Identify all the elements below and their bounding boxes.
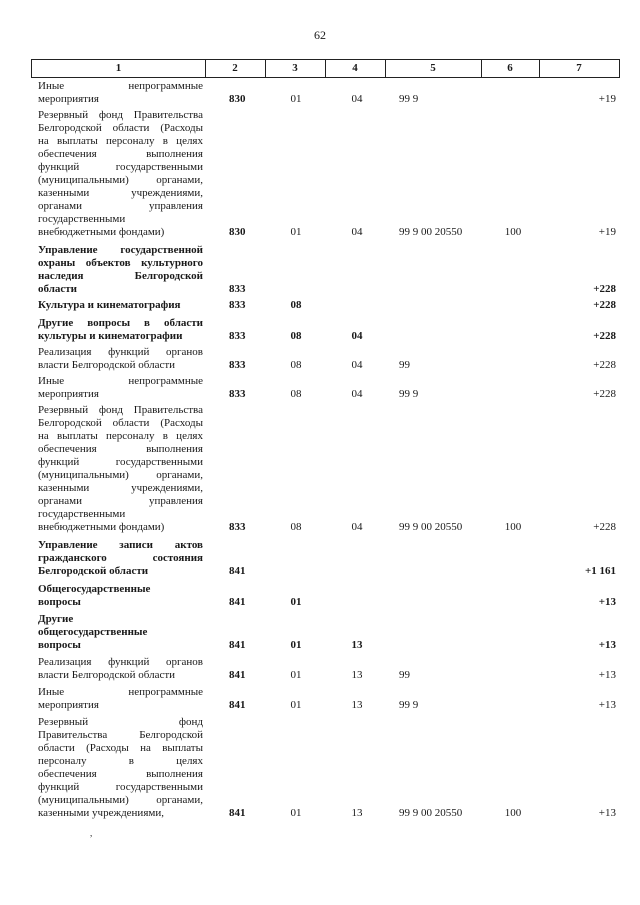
cell-col-2: 833 bbox=[229, 521, 246, 533]
description-line: Другие вопросы в области bbox=[38, 317, 203, 329]
cell-col-6: 100 bbox=[504, 807, 522, 819]
description-line: Реализация функций органов bbox=[38, 346, 203, 358]
cell-col-2: 841 bbox=[229, 807, 246, 819]
cell-col-7: +13 bbox=[598, 639, 616, 651]
description-line: вопросы bbox=[38, 596, 81, 608]
description-line: власти Белгородской области bbox=[38, 669, 176, 681]
cell-col-7: +19 bbox=[598, 93, 616, 105]
description-line: казенными учреждениями, bbox=[38, 807, 164, 819]
description-line: области bbox=[38, 283, 78, 295]
cell-col-3: 01 bbox=[290, 639, 302, 651]
cell-col-2: 841 bbox=[229, 596, 246, 608]
description-line: Резервный фонд bbox=[38, 716, 203, 728]
cell-col-2: 841 bbox=[229, 565, 246, 577]
description-line: органами управления bbox=[38, 495, 203, 507]
cell-col-2: 833 bbox=[229, 283, 246, 295]
row-description bbox=[38, 656, 203, 682]
cell-col-5: 99 bbox=[399, 669, 410, 681]
table-row bbox=[0, 613, 640, 652]
description-line: обеспечения выполнения bbox=[38, 768, 203, 780]
row-description bbox=[38, 583, 203, 609]
description-line: органами управления bbox=[38, 200, 203, 212]
table-row bbox=[0, 716, 640, 820]
header-cell: 1 bbox=[32, 60, 206, 77]
cell-col-5: 99 bbox=[399, 359, 410, 371]
table-row bbox=[0, 375, 640, 401]
cell-col-5: 99 9 00 20550 bbox=[399, 521, 463, 533]
cell-col-3: 01 bbox=[290, 93, 302, 105]
description-line: внебюджетными фондами) bbox=[38, 226, 165, 238]
cell-col-3: 08 bbox=[290, 521, 302, 533]
description-line: обеспечения выполнения bbox=[38, 443, 203, 455]
description-line: охраны объектов культурного bbox=[38, 257, 203, 269]
description-line: Резервный фонд Правительства bbox=[38, 109, 203, 121]
description-line: (муниципальными) органами, bbox=[38, 469, 203, 481]
header-cell: 7 bbox=[576, 62, 582, 74]
cell-col-3: 08 bbox=[290, 388, 302, 400]
cell-col-4: 13 bbox=[351, 639, 363, 651]
cell-col-3: 01 bbox=[290, 596, 302, 608]
description-line: внебюджетными фондами) bbox=[38, 521, 165, 533]
description-line: обеспечения выполнения bbox=[38, 148, 203, 160]
header-cell: 6 bbox=[481, 60, 540, 77]
description-line: персоналу в целях bbox=[38, 755, 203, 767]
cell-col-3: 01 bbox=[290, 226, 302, 238]
table-row bbox=[0, 244, 640, 296]
cell-col-7: +13 bbox=[598, 699, 616, 711]
description-line: Иные непрограммные bbox=[38, 375, 203, 387]
cell-col-4: 13 bbox=[351, 669, 363, 681]
row-description bbox=[38, 404, 203, 534]
cell-col-7: +228 bbox=[593, 388, 616, 400]
cell-col-3: 01 bbox=[290, 699, 302, 711]
description-line: Общегосударственные bbox=[38, 583, 151, 595]
row-description bbox=[38, 80, 203, 106]
cell-col-2: 841 bbox=[229, 639, 246, 651]
footer-mark: , bbox=[90, 828, 93, 838]
description-line: наследия Белгородской bbox=[38, 270, 203, 282]
description-line: (муниципальными) органами, bbox=[38, 174, 203, 186]
description-line: общегосударственные bbox=[38, 626, 148, 638]
description-line: на выплаты персоналу в целях bbox=[38, 135, 203, 147]
header-cell: 5 bbox=[385, 60, 482, 77]
cell-col-3: 01 bbox=[290, 807, 302, 819]
row-description bbox=[38, 686, 203, 712]
cell-col-5: 99 9 00 20550 bbox=[399, 807, 463, 819]
description-line: Другие bbox=[38, 613, 74, 625]
cell-col-7: +13 bbox=[598, 807, 616, 819]
cell-col-4: 04 bbox=[351, 388, 363, 400]
table-row bbox=[0, 80, 640, 106]
cell-col-4: 04 bbox=[351, 359, 363, 371]
cell-col-5: 99 9 00 20550 bbox=[399, 226, 463, 238]
description-line: государственными bbox=[38, 213, 126, 225]
cell-col-6: 100 bbox=[504, 521, 522, 533]
table-row bbox=[0, 346, 640, 372]
row-description bbox=[38, 299, 203, 312]
cell-col-4: 04 bbox=[351, 521, 363, 533]
description-line: власти Белгородской области bbox=[38, 359, 176, 371]
table-row bbox=[0, 299, 640, 312]
cell-col-3: 08 bbox=[290, 299, 302, 311]
description-line: функций государственными bbox=[38, 161, 203, 173]
cell-col-5: 99 9 bbox=[399, 388, 419, 400]
header-cell: 3 bbox=[265, 60, 326, 77]
description-line: Иные непрограммные bbox=[38, 80, 203, 92]
description-line: культуры и кинематографии bbox=[38, 330, 183, 342]
cell-col-7: +228 bbox=[593, 521, 616, 533]
row-description bbox=[38, 539, 203, 578]
row-description bbox=[38, 716, 203, 820]
description-line: казенными учреждениями, bbox=[38, 482, 203, 494]
row-description bbox=[38, 613, 203, 652]
description-line: Резервный фонд Правительства bbox=[38, 404, 203, 416]
cell-col-7: +228 bbox=[593, 330, 616, 342]
table-header bbox=[31, 59, 620, 78]
cell-col-7: +19 bbox=[598, 226, 616, 238]
row-description bbox=[38, 244, 203, 296]
cell-col-4: 13 bbox=[351, 699, 363, 711]
cell-col-7: +1 161 bbox=[584, 565, 616, 577]
table-row bbox=[0, 686, 640, 712]
cell-col-2: 841 bbox=[229, 669, 246, 681]
cell-col-6: 100 bbox=[504, 226, 522, 238]
header-cell: 2 bbox=[205, 60, 266, 77]
cell-col-5: 99 9 bbox=[399, 699, 419, 711]
description-line: Реализация функций органов bbox=[38, 656, 203, 668]
table-row bbox=[0, 317, 640, 343]
description-line: гражданского состояния bbox=[38, 552, 203, 564]
table-row bbox=[0, 583, 640, 609]
cell-col-3: 08 bbox=[290, 359, 302, 371]
description-line: Культура и кинематография bbox=[38, 299, 181, 311]
description-line: функций государственными bbox=[38, 781, 203, 793]
cell-col-2: 833 bbox=[229, 388, 246, 400]
cell-col-3: 08 bbox=[290, 330, 302, 342]
cell-col-2: 830 bbox=[229, 226, 246, 238]
cell-col-3: 01 bbox=[290, 669, 302, 681]
description-line: Управление записи актов bbox=[38, 539, 203, 551]
description-line: Управление государственной bbox=[38, 244, 203, 256]
row-description bbox=[38, 346, 203, 372]
description-line: функций государственными bbox=[38, 456, 203, 468]
description-line: Правительства Белгородской bbox=[38, 729, 203, 741]
description-line: мероприятия bbox=[38, 93, 99, 105]
cell-col-2: 833 bbox=[229, 359, 246, 371]
cell-col-7: +228 bbox=[593, 283, 616, 295]
description-line: мероприятия bbox=[38, 699, 99, 711]
cell-col-7: +13 bbox=[598, 669, 616, 681]
cell-col-2: 841 bbox=[229, 699, 246, 711]
cell-col-7: +228 bbox=[593, 299, 616, 311]
cell-col-4: 04 bbox=[351, 93, 363, 105]
row-description bbox=[38, 375, 203, 401]
description-line: Белгородской области (Расходы bbox=[38, 417, 203, 429]
cell-col-5: 99 9 bbox=[399, 93, 419, 105]
description-line: Белгородской области (Расходы bbox=[38, 122, 203, 134]
header-cell: 4 bbox=[325, 60, 386, 77]
row-description bbox=[38, 317, 203, 343]
description-line: вопросы bbox=[38, 639, 81, 651]
cell-col-2: 830 bbox=[229, 93, 246, 105]
cell-col-4: 04 bbox=[351, 330, 363, 342]
cell-col-2: 833 bbox=[229, 330, 246, 342]
description-line: области (Расходы на выплаты bbox=[38, 742, 203, 754]
description-line: (муниципальными) органами, bbox=[38, 794, 203, 806]
table-row bbox=[0, 404, 640, 534]
description-line: казенными учреждениями, bbox=[38, 187, 203, 199]
description-line: государственными bbox=[38, 508, 126, 520]
table-row bbox=[0, 656, 640, 682]
description-line: Иные непрограммные bbox=[38, 686, 203, 698]
table-row bbox=[0, 539, 640, 578]
row-description bbox=[38, 109, 203, 239]
description-line: мероприятия bbox=[38, 388, 99, 400]
cell-col-7: +13 bbox=[598, 596, 616, 608]
description-line: на выплаты персоналу в целях bbox=[38, 430, 203, 442]
cell-col-7: +228 bbox=[593, 359, 616, 371]
table-row bbox=[0, 109, 640, 239]
page-number: 62 bbox=[314, 28, 326, 42]
cell-col-4: 04 bbox=[351, 226, 363, 238]
cell-col-2: 833 bbox=[229, 299, 246, 311]
cell-col-4: 13 bbox=[351, 807, 363, 819]
description-line: Белгородской области bbox=[38, 565, 149, 577]
